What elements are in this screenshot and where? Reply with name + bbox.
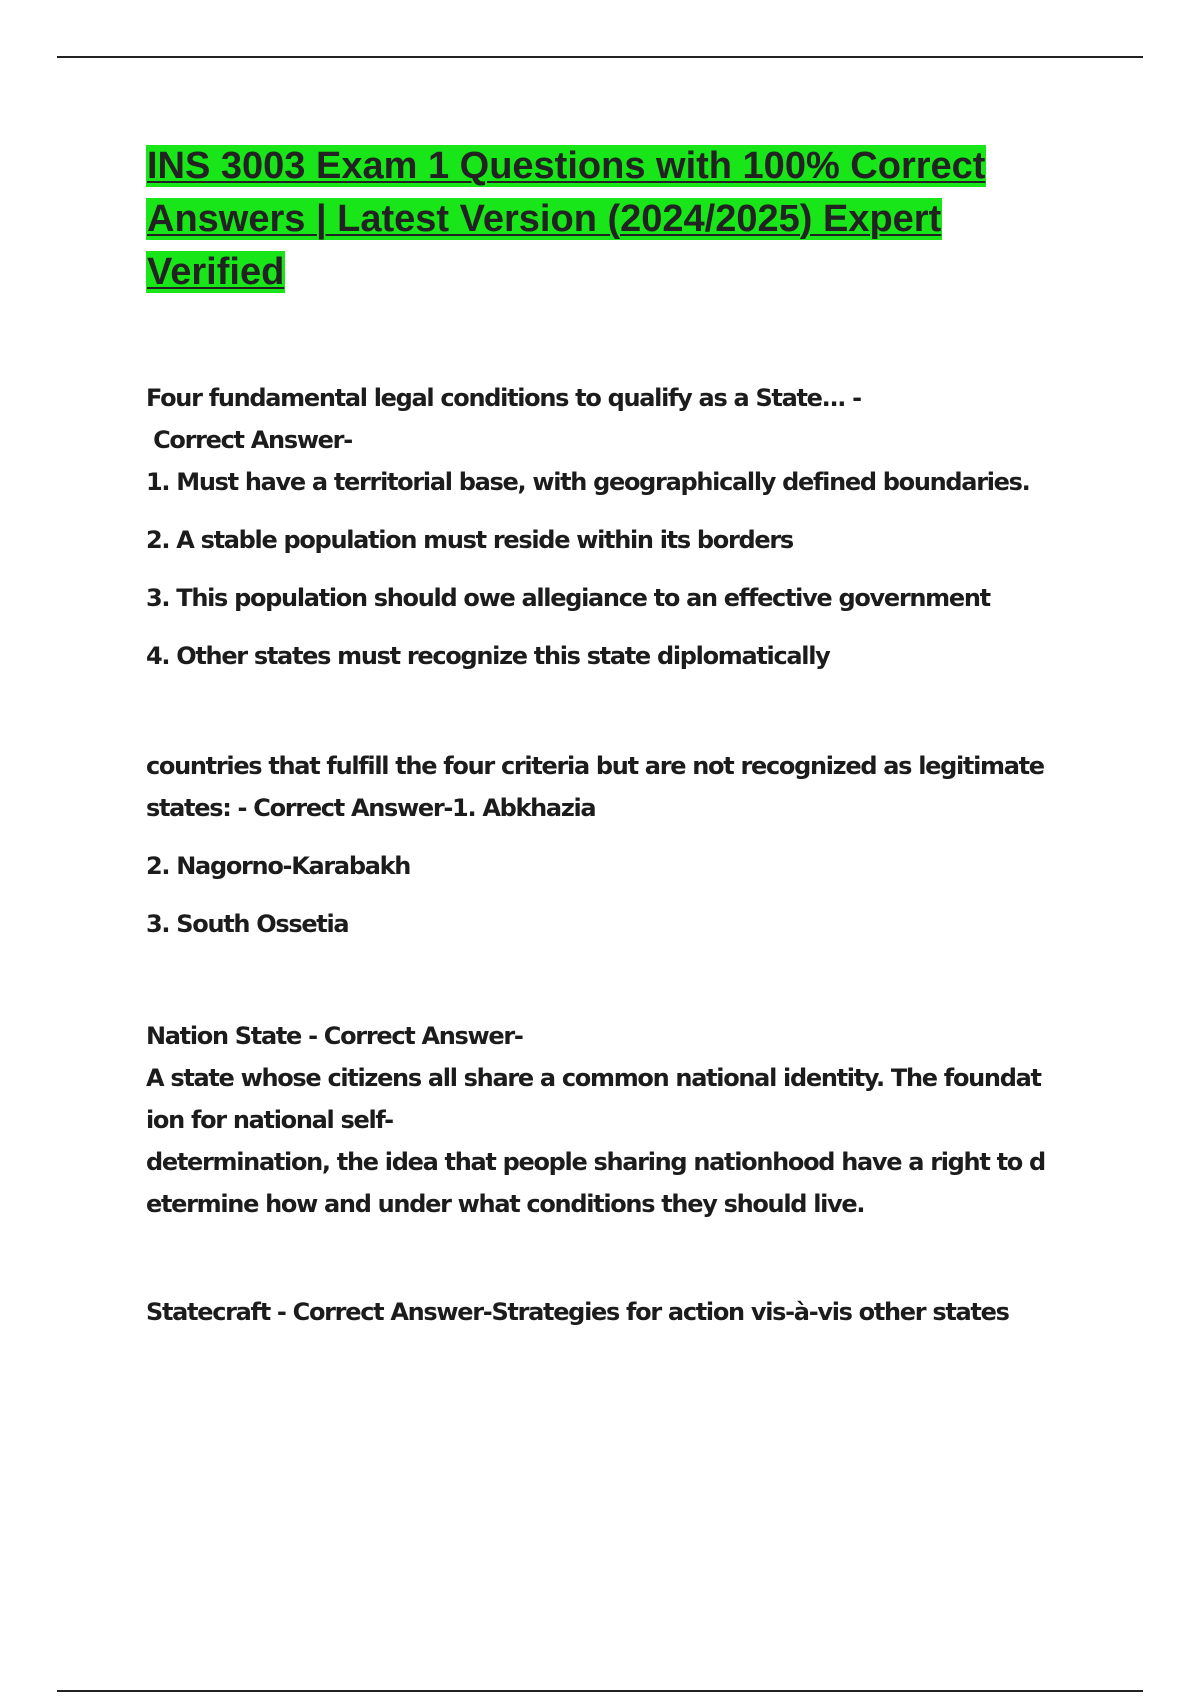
answer-item: 1. Must have a territorial base, with geographically defined boundaries.	[146, 468, 1030, 496]
title-line-2: Answers | Latest Version (2024/2025) Expert	[147, 198, 942, 240]
answer-text: states: - Correct Answer-1. Abkhazia	[146, 794, 596, 822]
answer-label: Correct Answer-	[146, 426, 352, 454]
answer-item: 2. A stable population must reside within its borders	[146, 526, 793, 554]
question-text: Four fundamental legal conditions to qualify as a State... -	[146, 384, 861, 412]
answer-item: 4. Other states must recognize this state diplomatically	[146, 642, 830, 670]
answer-text: A state whose citizens all share a common national identity. The foundat	[146, 1064, 1041, 1092]
qa-nation-state	[146, 1015, 1106, 1225]
header-rule	[57, 56, 1143, 58]
answer-item: 2. Nagorno-Karabakh	[146, 852, 411, 880]
answer-item: 3. South Ossetia	[146, 910, 349, 938]
answer-item: 3. This population should owe allegiance to an effective government	[146, 584, 990, 612]
title-line-1: INS 3003 Exam 1 Questions with 100% Correct	[147, 145, 986, 187]
qa-state-conditions	[146, 377, 1106, 677]
answer-text: etermine how and under what conditions they should live.	[146, 1190, 865, 1218]
question-text: countries that fulfill the four criteria but are not recognized as legitimate	[146, 752, 1044, 780]
qa-unrecognized-states	[146, 745, 1106, 945]
title-line-3: Verified	[147, 251, 285, 293]
answer-text: ion for national self-	[146, 1106, 393, 1134]
footer-rule	[57, 1690, 1143, 1692]
document-body	[146, 140, 1106, 1333]
answer-text: determination, the idea that people sharing nationhood have a right to d	[146, 1148, 1045, 1176]
document-title	[146, 140, 1106, 299]
qa-statecraft	[146, 1291, 1106, 1333]
question-text: Statecraft - Correct Answer-Strategies for action vis-à-vis other states	[146, 1298, 1009, 1326]
question-text: Nation State - Correct Answer-	[146, 1022, 523, 1050]
